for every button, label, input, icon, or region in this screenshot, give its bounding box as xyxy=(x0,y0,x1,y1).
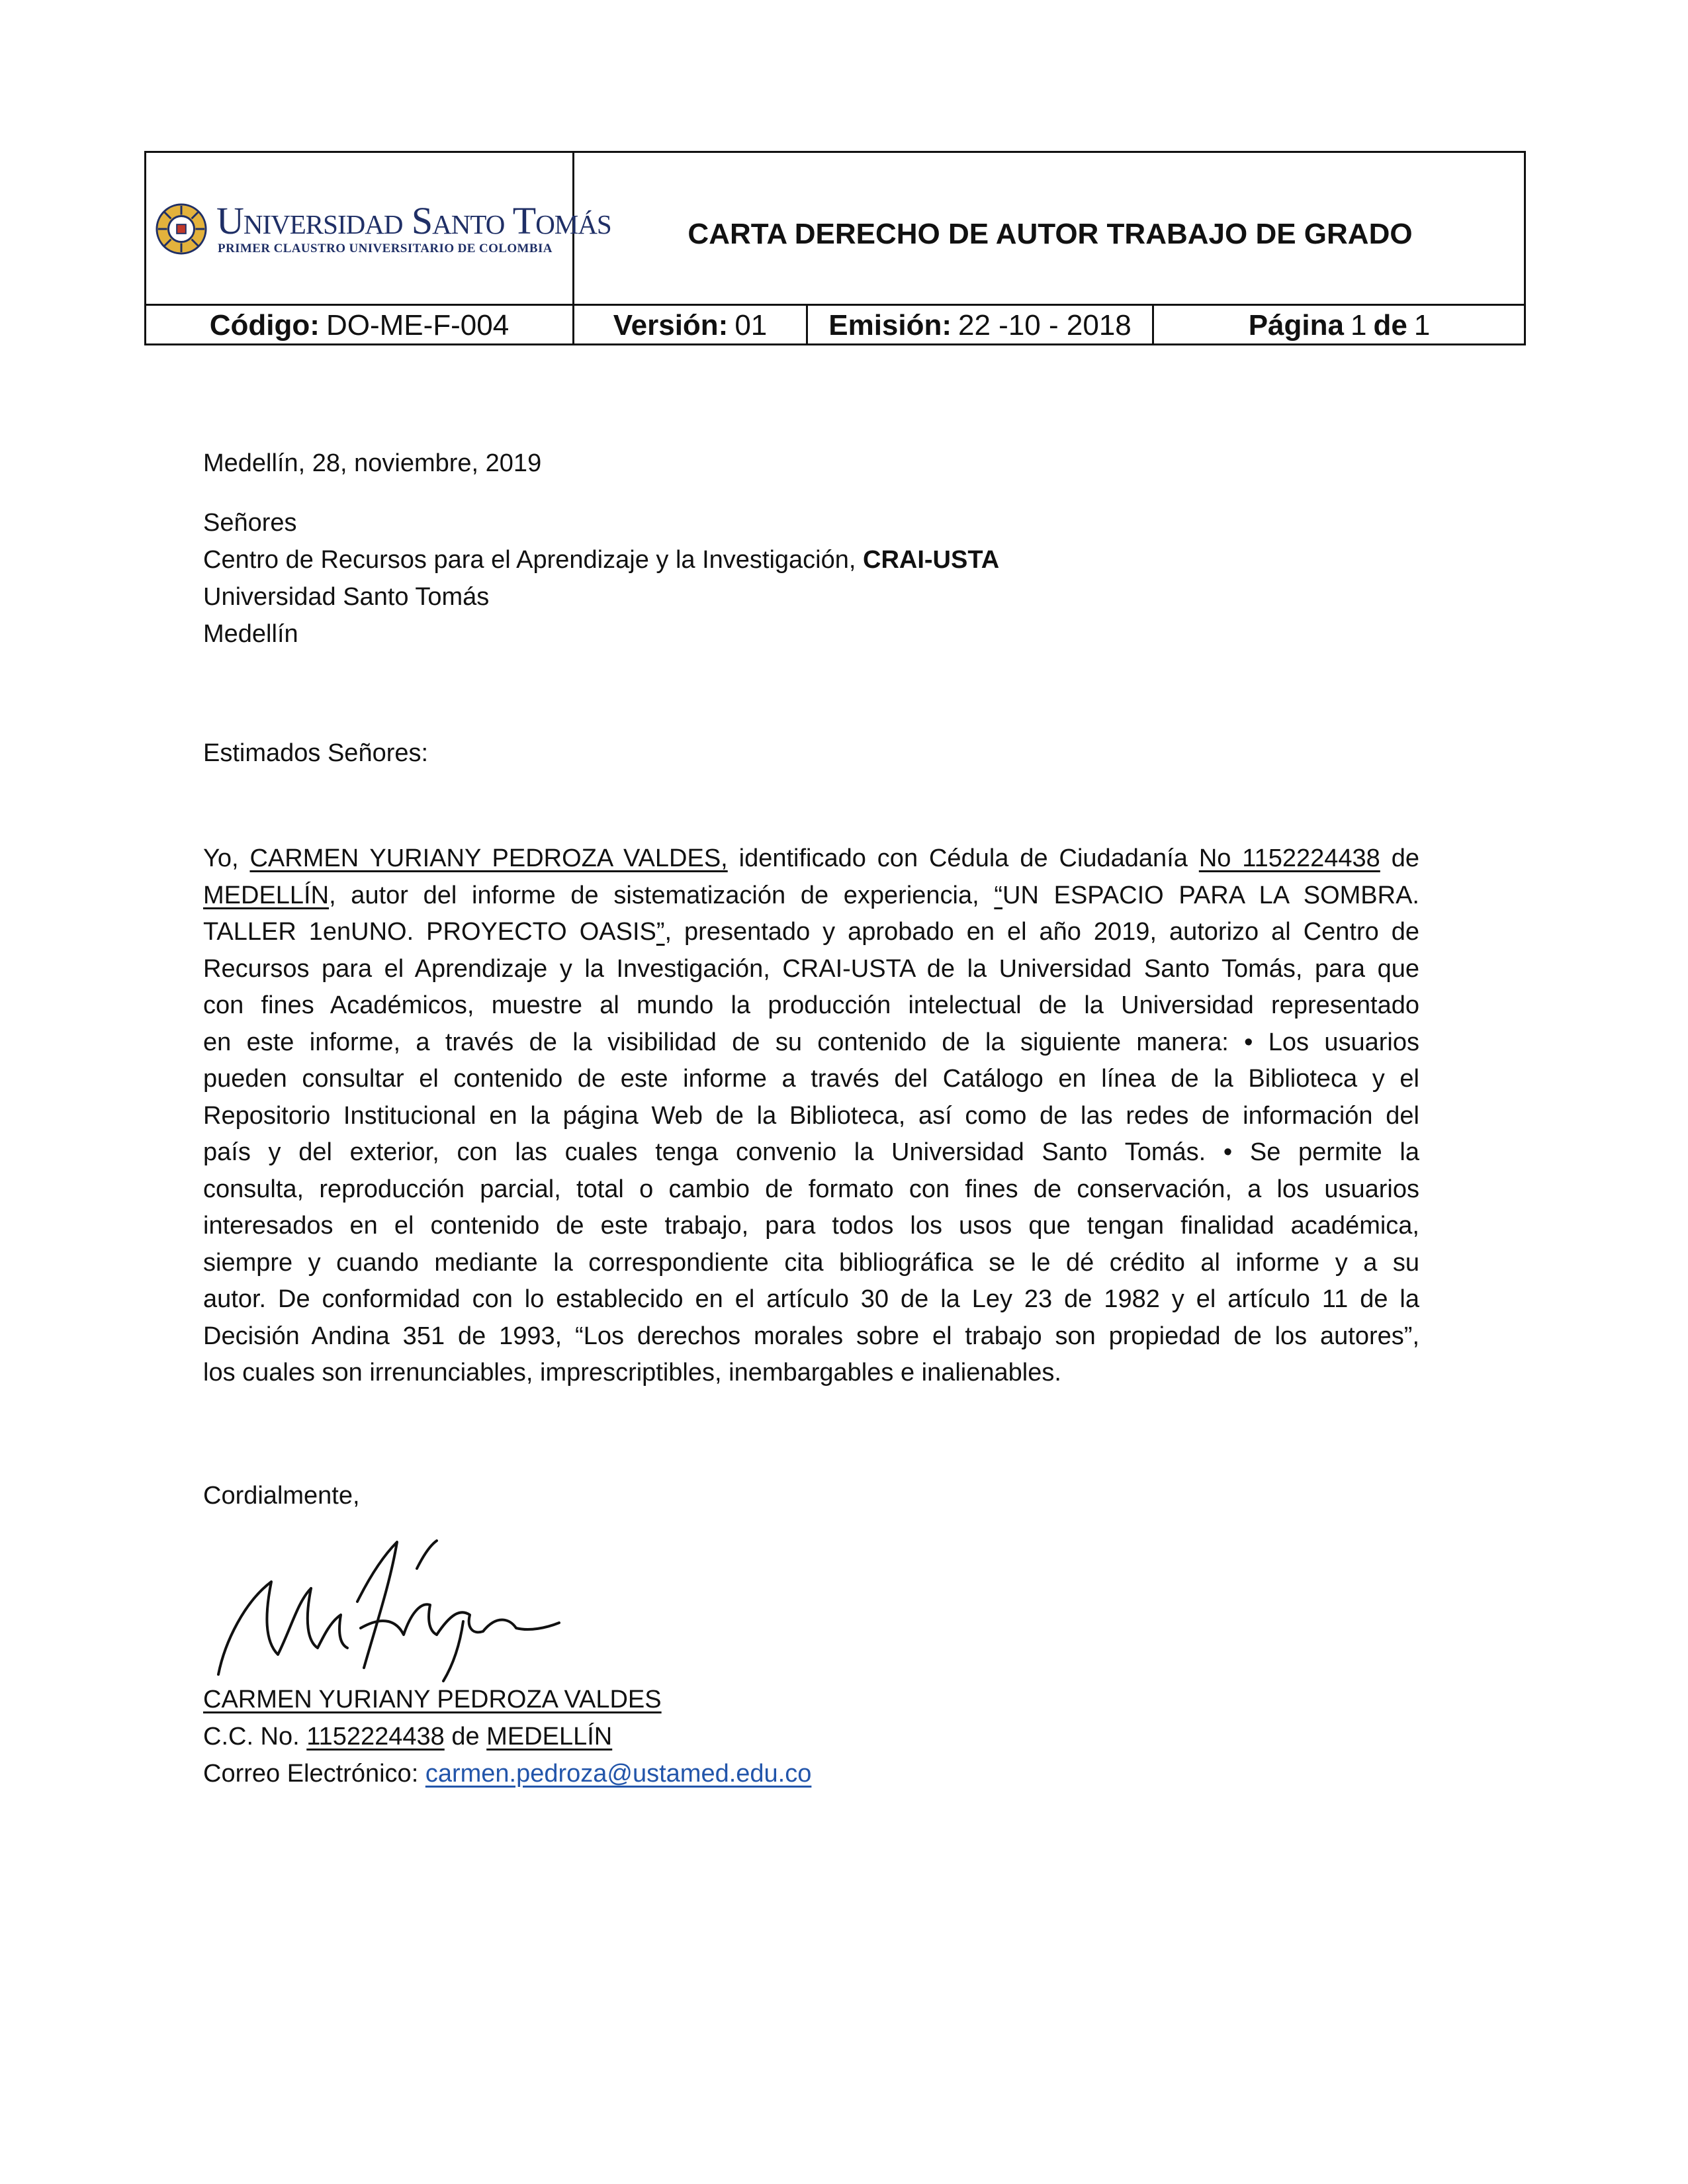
version-value: 01 xyxy=(734,309,768,341)
university-subtitle: PRIMER CLAUSTRO UNIVERSITARIO DE COLOMBIA xyxy=(218,242,553,255)
letter-body-paragraph xyxy=(203,841,1419,1392)
id-city: MEDELLÍN xyxy=(203,881,330,909)
codigo-value: DO-ME-F-004 xyxy=(326,309,510,341)
codigo-label: Código: xyxy=(209,309,320,341)
email-link[interactable]: carmen.pedroza@ustamed.edu.co xyxy=(425,1760,812,1788)
body-text: ” xyxy=(656,918,665,946)
body-text: , presentado y aprobado en el año 2019, autorizo al Centro de xyxy=(664,918,1420,946)
email-label: Correo Electrónico: xyxy=(203,1760,425,1788)
body-line: consulta, reproducción parcial, total o cambio de formato con fines de conservación, a los usuarios xyxy=(203,1175,1419,1203)
body-text: Yo, xyxy=(203,844,250,872)
body-line: Recursos para el Aprendizaje y la Investigación, CRAI-USTA de la Universidad Santo Tomás, para que xyxy=(203,954,1419,983)
salutation-to: Señores xyxy=(203,509,297,537)
body-line xyxy=(203,841,1419,878)
emision-label: Emisión: xyxy=(828,309,952,341)
closing: Cordialmente, xyxy=(203,1482,360,1510)
university-seal-icon xyxy=(155,203,207,255)
body-line: país y del exterior, con las cuales tenga convenio la Universidad Santo Tomás. • Se permite la xyxy=(203,1138,1419,1166)
body-line: Decisión Andina 351 de 1993, “Los derechos morales sobre el trabajo son propiedad de los autores”, xyxy=(203,1322,1419,1350)
cc-de: de xyxy=(444,1723,487,1751)
cc-city: MEDELLÍN xyxy=(486,1723,613,1751)
recipient-line-3: Medellín xyxy=(203,620,298,648)
body-text: UN ESPACIO PARA LA SOMBRA. xyxy=(1002,881,1419,909)
document-title: CARTA DERECHO DE AUTOR TRABAJO DE GRADO xyxy=(688,218,1413,250)
pagina-cell xyxy=(1154,306,1525,345)
body-line: Repositorio Institucional en la página Web de la Biblioteca, así como de las redes de información del xyxy=(203,1101,1419,1130)
signer-id-line xyxy=(203,1718,612,1755)
version-cell xyxy=(574,306,806,345)
recipient-acronym: CRAI-USTA xyxy=(863,546,1000,574)
body-text: identificado con Cédula de Ciudadanía xyxy=(727,844,1199,872)
body-line: autor. De conformidad con lo establecido en el artículo 30 de la Ley 23 de 1982 y el artículo 11 de la xyxy=(203,1285,1419,1313)
pagina-label: Página xyxy=(1248,309,1344,341)
body-text: “ xyxy=(994,881,1003,909)
signer-email-line xyxy=(203,1755,811,1792)
author-name: CARMEN YURIANY PEDROZA VALDES, xyxy=(249,844,728,872)
body-line: siempre y cuando mediante la correspondiente cita bibliográfica se le dé crédito al informe y a su xyxy=(203,1248,1419,1277)
emision-value: 22 -10 - 2018 xyxy=(958,309,1132,341)
university-logo xyxy=(155,197,611,263)
emision-cell xyxy=(808,306,1152,345)
pagina-of: de xyxy=(1373,309,1407,341)
pagina-total: 1 xyxy=(1413,309,1431,341)
body-line: con fines Académicos, muestre al mundo la producción intelectual de la Universidad representado xyxy=(203,991,1419,1019)
recipient-line-1 xyxy=(203,541,999,578)
codigo-cell xyxy=(146,306,572,345)
recipient-org: Centro de Recursos para el Aprendizaje y la Investigación, xyxy=(203,546,863,574)
recipient-line-2: Universidad Santo Tomás xyxy=(203,583,490,611)
body-line xyxy=(203,914,1419,951)
letter-date: Medellín, 28, noviembre, 2019 xyxy=(203,449,542,477)
body-line: los cuales son irrenunciables, imprescriptibles, inembargables e inalienables. xyxy=(203,1359,1061,1387)
handwritten-signature xyxy=(199,1522,569,1694)
body-line: pueden consultar el contenido de este informe a través del Catálogo en línea de la Biblioteca y el xyxy=(203,1065,1419,1093)
cc-label: C.C. No. xyxy=(203,1723,307,1751)
university-name: Universidad Santo Tomás xyxy=(216,199,611,242)
body-line xyxy=(203,878,1419,915)
id-number: No 1152224438 xyxy=(1198,844,1380,872)
greeting: Estimados Señores: xyxy=(203,739,429,767)
signer-name: CARMEN YURIANY PEDROZA VALDES xyxy=(203,1686,662,1713)
work-title: TALLER 1enUNO. PROYECTO OASIS xyxy=(203,918,656,946)
body-text: de xyxy=(1380,844,1420,872)
body-text: , autor del informe de sistematización de experiencia, xyxy=(329,881,995,909)
cc-number: 1152224438 xyxy=(306,1723,445,1751)
version-label: Versión: xyxy=(613,309,729,341)
pagina-current: 1 xyxy=(1350,309,1367,341)
document-header-table xyxy=(144,151,1526,345)
body-line: interesados en el contenido de este trabajo, para todos los usos que tengan finalidad académica, xyxy=(203,1212,1419,1240)
body-line: en este informe, a través de la visibilidad de su contenido de la siguiente manera: • Los usuarios xyxy=(203,1028,1419,1056)
